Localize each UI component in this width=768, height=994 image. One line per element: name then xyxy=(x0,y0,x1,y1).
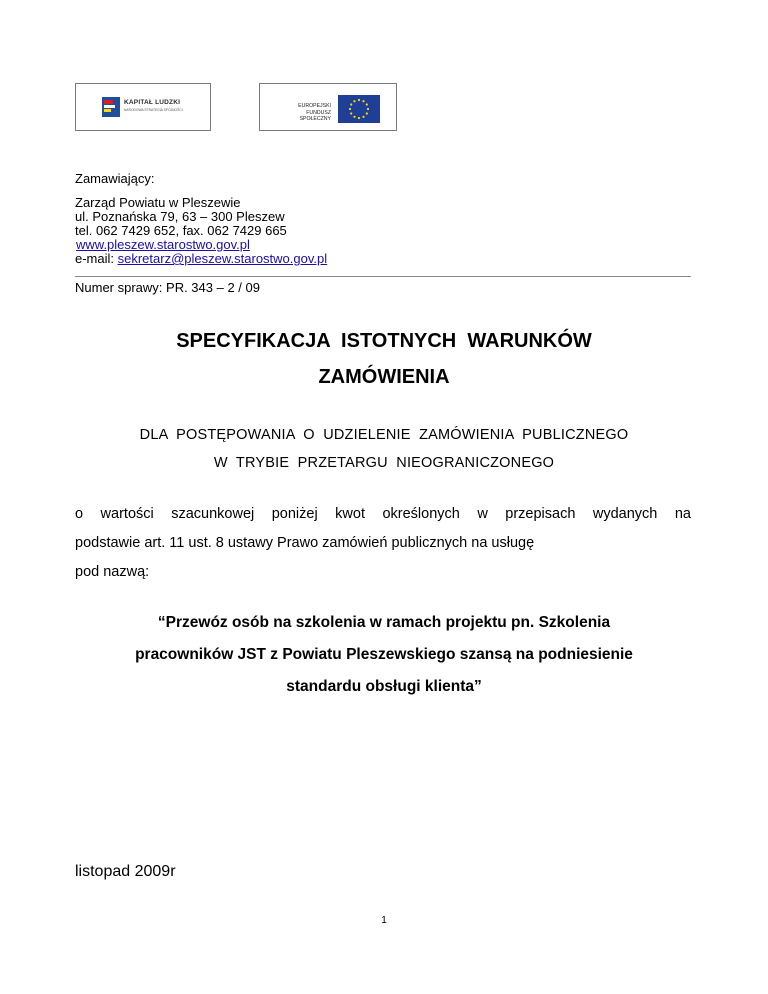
header-divider xyxy=(75,276,691,277)
page-number: 1 xyxy=(381,915,387,926)
website-link[interactable]: www.pleszew.starostwo.gov.pl xyxy=(76,237,250,252)
eu-flag-icon xyxy=(338,95,380,123)
efs-line1: EUROPEJSKI xyxy=(298,103,331,109)
body-line3: pod nazwą: xyxy=(75,564,150,580)
website-link-row xyxy=(76,238,250,252)
project-name-line3: standardu obsługi klienta” xyxy=(286,678,482,695)
kapital-ludzki-subtitle: NARODOWA STRATEGIA SPÓJNOŚCI xyxy=(124,108,183,112)
kapital-ludzki-title: KAPITAŁ LUDZKI xyxy=(124,99,181,106)
document-title-line1: SPECYFIKACJA ISTOTNYCH WARUNKÓW xyxy=(176,330,592,352)
kapital-ludzki-logo xyxy=(75,83,211,131)
case-number: Numer sprawy: PR. 343 – 2 / 09 xyxy=(75,280,260,295)
org-phone-fax: tel. 062 7429 652, fax. 062 7429 665 xyxy=(75,223,287,238)
email-row xyxy=(75,252,327,266)
zamawiajacy-label: Zamawiający: xyxy=(75,171,155,186)
efs-logo xyxy=(259,83,397,131)
procedure-line1: DLA POSTĘPOWANIA O UDZIELENIE ZAMÓWIENIA PUBLICZNEGO xyxy=(139,427,629,443)
org-name: Zarząd Powiatu w Pleszewie xyxy=(75,195,241,210)
body-line1: o wartości szacunkowej poniżej kwot określonych w przepisach wydanych na xyxy=(75,506,691,522)
email-link[interactable]: sekretarz@pleszew.starostwo.gov.pl xyxy=(117,251,328,266)
efs-logo-text xyxy=(277,103,331,123)
project-name-line2: pracowników JST z Powiatu Pleszewskiego szansą na podniesienie xyxy=(135,646,633,663)
procedure-line2: W TRYBIE PRZETARGU NIEOGRANICZONEGO xyxy=(213,455,555,471)
email-label: e-mail: xyxy=(75,251,118,266)
document-date: listopad 2009r xyxy=(75,863,176,880)
efs-line2: FUNDUSZ SPOŁECZNY xyxy=(299,109,331,122)
org-address: ul. Poznańska 79, 63 – 300 Pleszew xyxy=(75,209,285,224)
project-name-line1: “Przewóz osób na szkolenia w ramach projektu pn. Szkolenia xyxy=(157,614,611,631)
body-line2: podstawie art. 11 ust. 8 ustawy Prawo zamówień publicznych na usługę xyxy=(75,535,535,551)
kapital-ludzki-emblem-icon xyxy=(102,97,120,117)
document-title-line2: ZAMÓWIENIA xyxy=(318,366,450,388)
